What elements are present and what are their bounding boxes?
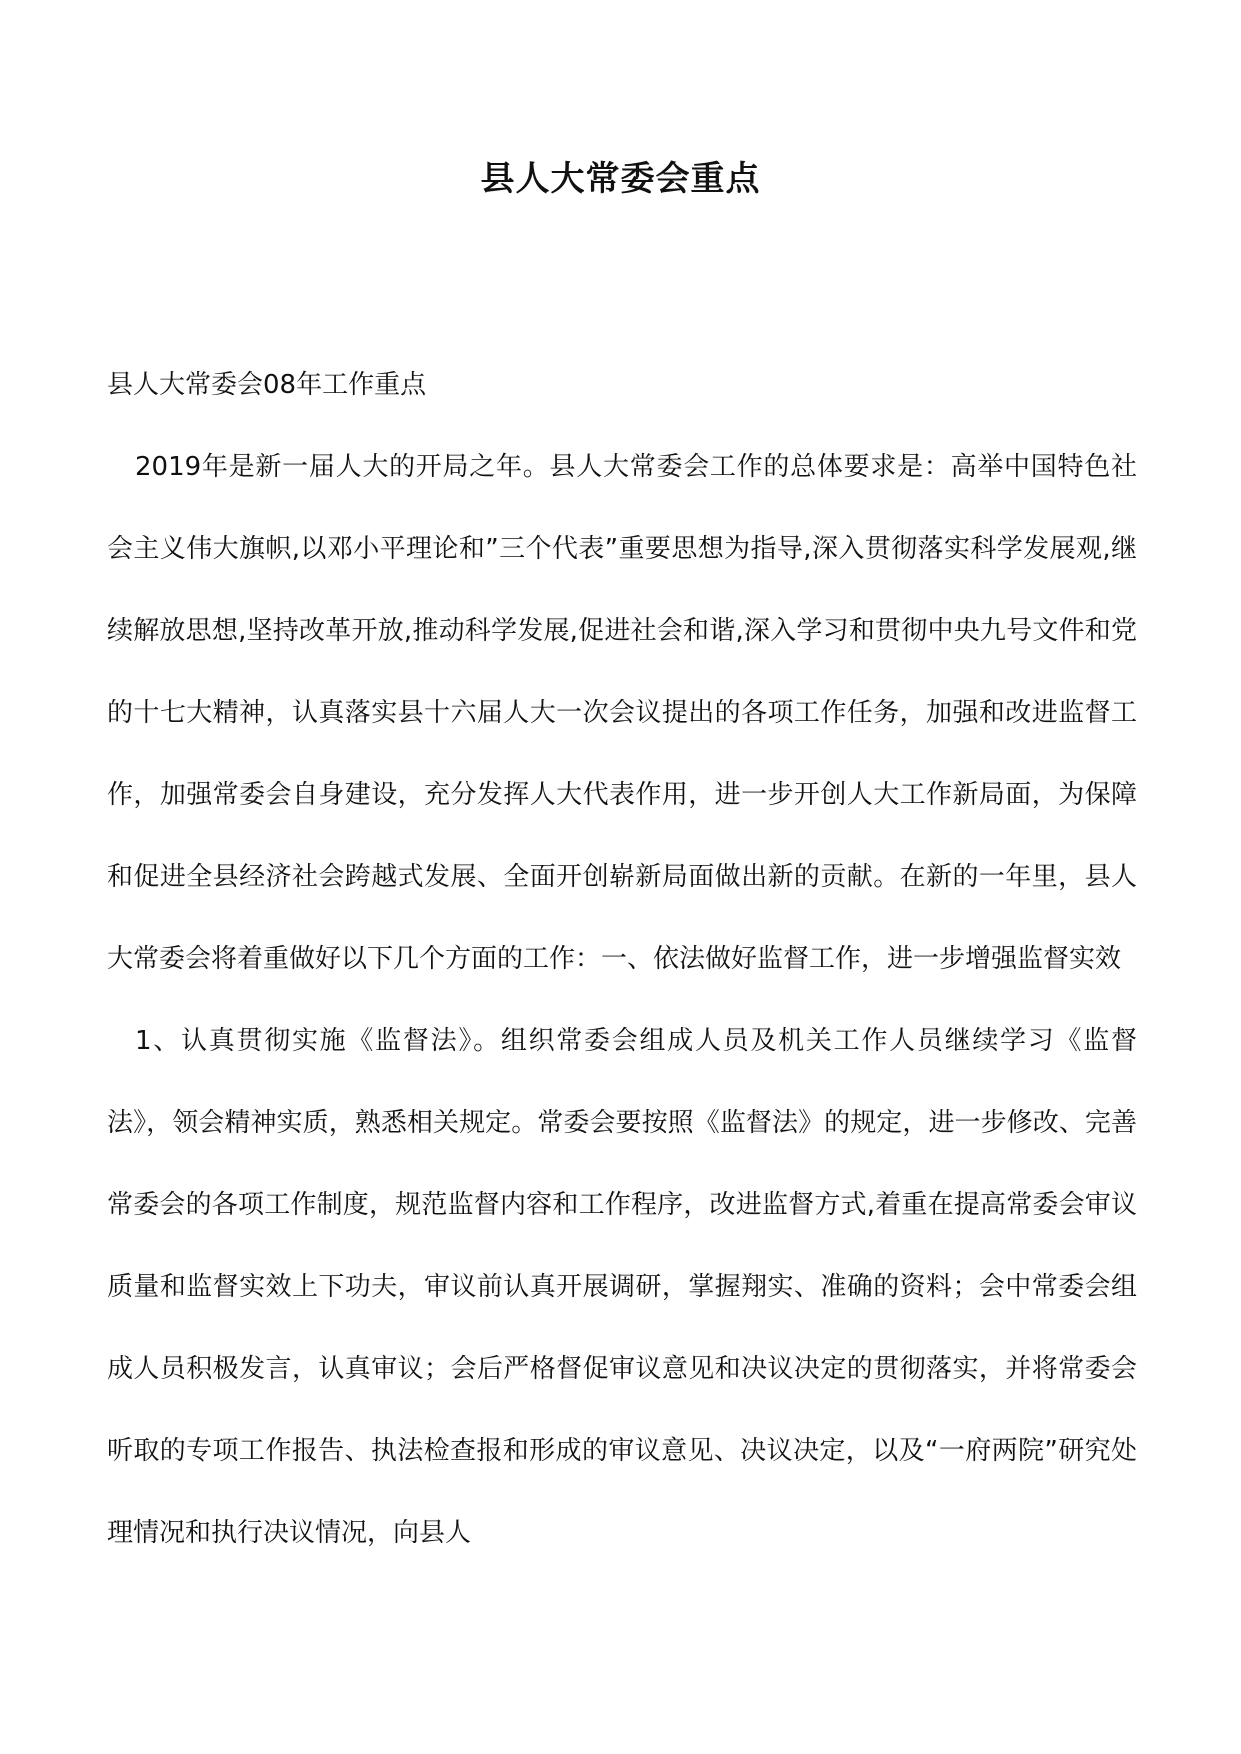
document-title: 县人大常委会重点 xyxy=(480,159,761,199)
body-paragraph-2: 1、认真贯彻实施《监督法》。组织常委会组成人员及机关工作人员继续学习《监督法》，领会精神实质，熟悉相关规定。常委会要按照《监督法》的规定，进一步修改、完善常委会的各项工作制度，规范监督内容和工作程序，改进监督方式,着重在提高常委会审议质量和监督实效上下功夫，审议前认真开展调研，掌握翔实、准确的资料；会中常委会组成人员积极发言，认真审议；会后严格督促审议意见和决议决定的贯彻落实，并将常委会听取的专项工作报告、执法检查报和形成的审议意见、决议决定，以及“一府两院”研究处理情况和执行决议情况，向县人 xyxy=(107,1026,1137,1548)
document-body xyxy=(107,344,1137,1574)
document-subtitle: 县人大常委会08年工作重点 xyxy=(107,370,427,400)
body-paragraph-1: 2019年是新一届人大的开局之年。县人大常委会工作的总体要求是：高举中国特色社会主义伟大旗帜,以邓小平理论和”三个代表”重要思想为指导,深入贯彻落实科学发展观,继续解放思想,坚持改革开放,推动科学发展,促进社会和谐,深入学习和贯彻中央九号文件和党的十七大精神，认真落实县十六届人大一次会议提出的各项工作任务，加强和改进监督工作，加强常委会自身建设，充分发挥人大代表作用，进一步开创人大工作新局面，为保障和促进全县经济社会跨越式发展、全面开创崭新局面做出新的贡献。在新的一年里，县人大常委会将着重做好以下几个方面的工作：一、依法做好监督工作，进一步增强监督实效 xyxy=(107,452,1137,974)
